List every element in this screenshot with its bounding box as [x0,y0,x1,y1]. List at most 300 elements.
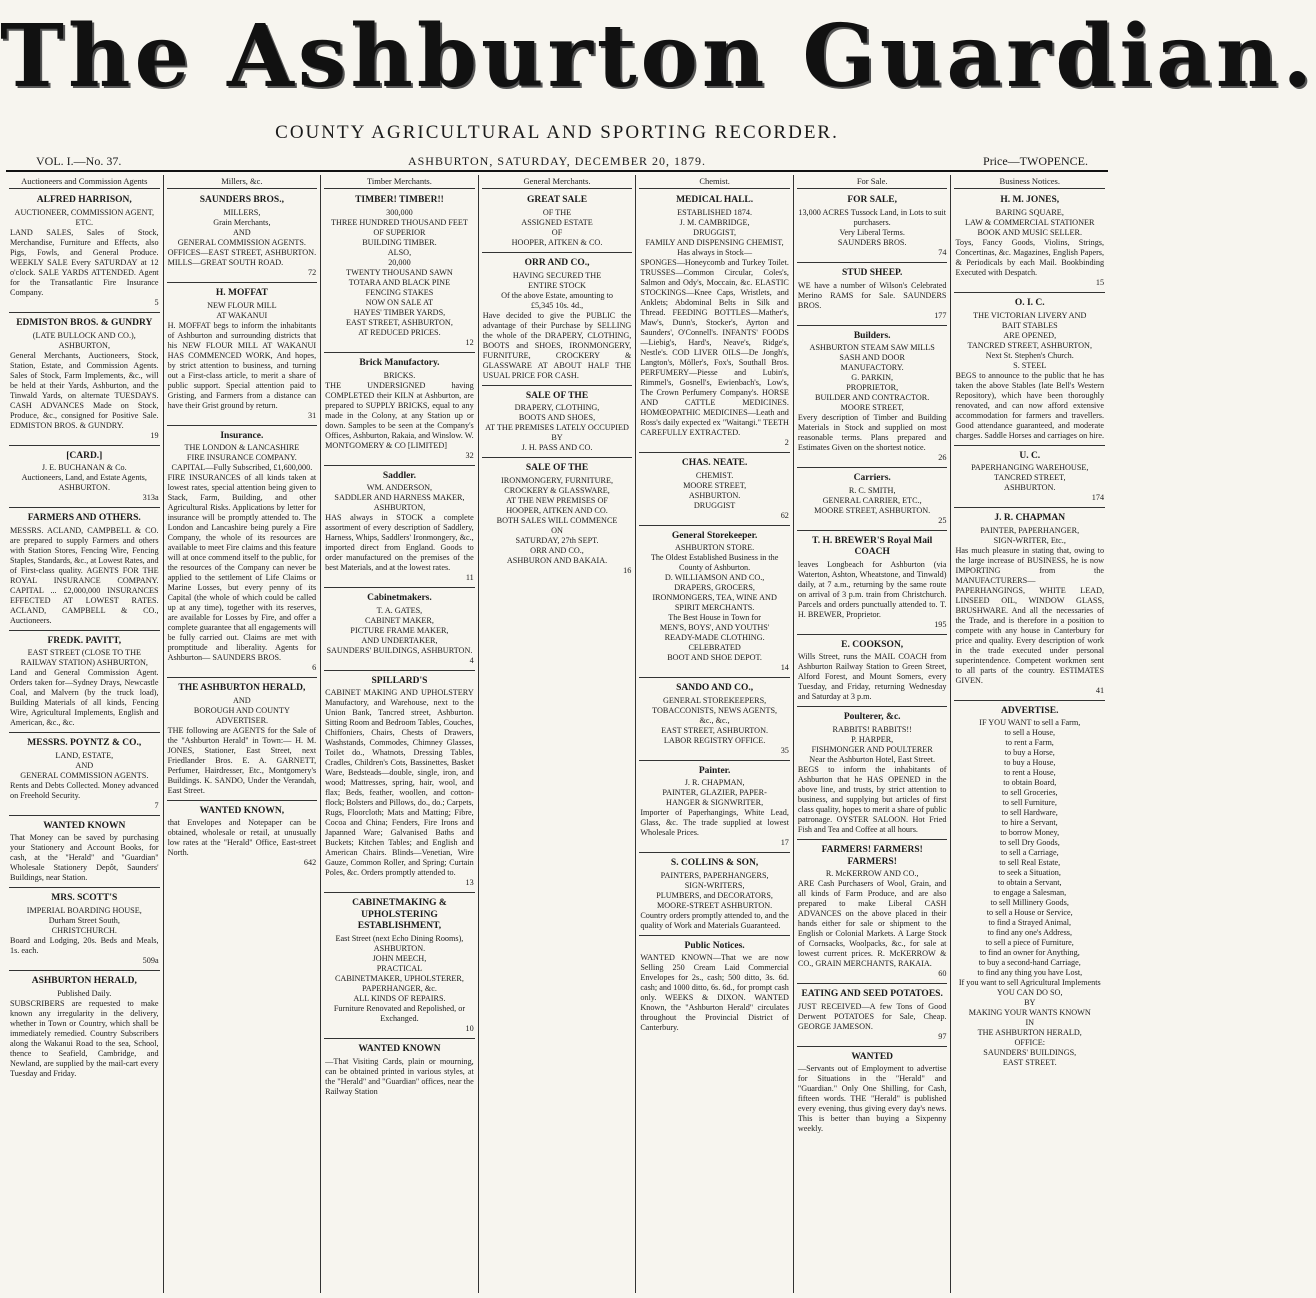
advertisement [482,460,633,580]
advertisement-line: BOTH SALES WILL COMMENCE [496,515,618,525]
advertisement-number: 60 [938,969,947,979]
advertisement-line: ORR AND CO., [530,545,584,555]
advertisement-heading: SALE OF THE [525,390,589,401]
advertisement-number: 5 [154,297,159,307]
advertisement-number: 26 [938,453,947,463]
advertisement-body: ARE Cash Purchasers of Wool, Grain, and all kinds of Farm Produce, and are also prepared to make Liberal CASH ADVANCES on the above placed in their hands either for sale or shipment to the English or Colonial Markets. A Large Stock of Cornsacks, Woolpacks, &c., for sale at lowest current prices. R. McKERROW & CO., GRAIN MERCHANTS, RAKAIA. [797,879,947,969]
advertisement-line: ASSIGNED ESTATE [521,217,593,227]
advertisement-heading: Builders. [853,330,891,341]
advertisement-line: BY [1024,998,1036,1008]
column-heading: Auctioneers and Commission Agents [9,175,160,189]
advertisement-heading: SANDO AND CO., [676,683,754,694]
advertisement-line: OFFICE: [1014,1038,1045,1048]
advertisement [954,703,1105,1073]
column-1 [6,175,164,1293]
advertisement-line: JOHN MEECH, [372,953,427,963]
advertisement-line: THE ASHBURTON HERALD, [977,1028,1082,1038]
advertisement [797,470,948,531]
advertisement-line: EAST STREET. [1002,1058,1057,1068]
advertisement-heading: H. M. JONES, [1000,195,1060,206]
advertisement-line: ASHBURTON. [58,483,111,493]
advertisement [9,818,160,889]
advertisement [482,192,633,253]
advertisement-heading: Cabinetmakers. [367,593,432,604]
advertisement-line: DRUGGIST, [693,227,737,237]
advertisement-line: EAST STREET, ASHBURTON, [346,317,453,327]
advertisement-line: The Oldest Established Business in the County of Ashburton. [650,553,779,573]
advertisement-line: BUILDING TIMBER. [362,237,437,247]
advertisement-line: P. HARPER, [851,734,894,744]
advertisement-line: ASHBURTON, [58,340,111,350]
advertisement-line: FIRE INSURANCE COMPANY. [186,453,297,463]
column-heading: Millers, &c. [167,175,318,189]
advertisement-line: S. STEEL [1013,360,1047,370]
advertisement [482,388,633,459]
advertisement-line: J. E. BUCHANAN & Co. [41,463,127,473]
advertisement-line: to sell Millinery Goods, [990,898,1069,908]
advertisement-body: —That Visiting Cards, plain or mourning, can be obtained printed in various styles, at the "Herald" and "Guardian" offices, near the Railway Station [325,1056,474,1096]
advertisement-body: Has much pleasure in stating that, owing to the large increase of BUSINESS, he is now IMPORTING from the MANUFACTURERS— PAPERHANGINGS, WHITE LEAD, LINSEED OIL, WINDOW GLASS, BRUSHWARE. And all the necessaries of the Trade, and is therefore in a position to compete with any house in Canterbury for price and quality. Every description of work in the trade executed under personal superintendence. Competent workmen sent to all parts of the country. ESTIMATES GIVEN. [955,545,1105,685]
advertisement-line: BOOK AND MUSIC SELLER. [977,227,1083,237]
advertisement [954,192,1105,293]
advertisement [639,455,790,526]
advertisement-number: 32 [465,450,474,460]
advertisement-line: BOROUGH AND COUNTY ADVERTISER. [193,705,290,725]
advertisement-line: OF THE [542,207,572,217]
column-2 [164,175,322,1293]
advertisement-line: RABBITS! RABBITS!! [832,724,912,734]
advertisement-line: THE VICTORIAN LIVERY AND [973,310,1087,320]
advertisement-line: BUILDER AND CONTRACTOR. [815,393,930,403]
advertisement [9,973,160,1083]
advertisement-columns [6,175,1108,1293]
advertisement [797,328,948,469]
advertisement-line: to sell a House or Service, [986,908,1073,918]
advertisement-line: J. M. CAMBRIDGE, [679,217,750,227]
advertisement-line: IMPERIAL BOARDING HOUSE, [26,905,142,915]
advertisement-body: WANTED KNOWN—That we are now Selling 250 Cream Laid Commercial Envelopes for 2s., cash; 500 ditto, 3s. 6d. cash; and 1000 ditto, 6s. 6d., for prompt cash only. WEEKS & DIXON. WANTED Known, the "Ashburton Herald" circulates throughout the Provincial District of Canterbury. [640,953,789,1033]
advertisement-line: TANCRED STREET, [994,473,1066,483]
advertisement-line: MOORE STREET, ASHBURTON. [814,505,931,515]
advertisement-line: to engage a Salesman, [993,888,1067,898]
advertisement-line: G. PARKIN, [851,373,894,383]
advertisement-line: PAPERHANGING WAREHOUSE, [971,463,1089,473]
advertisement [324,192,475,353]
advertisement-line: TOBACCONISTS, NEWS AGENTS, [652,705,778,715]
advertisement-body: H. MOFFAT begs to inform the inhabitants of Ashburton and surrounding districts that his NEW FLOUR MILL AT WAKANUI HAS COMMENCED WORK, And hopes, by strict attention to business, and turning out a First-class article, to merit a share of public support. Special attention paid to Gristing, and Farmers from a distance can have their Grist ground by return. [167,320,317,410]
advertisement-line: CABINET MAKER, [364,615,434,625]
advertisement-line: SPIRIT MERCHANTS. [674,603,755,613]
advertisement-heading: CABINETMAKING & UPHOLSTERING ESTABLISHMENT, [352,898,447,932]
advertisement [797,192,948,263]
advertisement-line: PAINTERS, PAPERHANGERS, [660,870,769,880]
advertisement-line: £5,345 10s. 4d., [530,300,584,310]
advertisement-line: CHRISTCHURCH. [51,925,117,935]
advertisement-line: SIGN-WRITERS, [684,880,745,890]
advertisement-heading: Carriers. [853,473,891,484]
advertisement-line: MOORE-STREET ASHBURTON. [656,900,773,910]
advertisement [9,315,160,446]
advertisement-line: SAUNDERS' BUILDINGS, ASHBURTON. [326,645,473,655]
advertisement [9,633,160,734]
advertisement-line: DRAPERY, CLOTHING, [514,403,600,413]
advertisement-line: HANGER & SIGNWRITER, [666,798,764,808]
advertisement-line: to find any one's Address, [987,928,1072,938]
column-heading: Timber Merchants. [324,175,475,189]
advertisement-line: to seek a Situation, [998,868,1061,878]
advertisement [797,986,948,1047]
advertisement-line: MOORE STREET, [683,480,747,490]
advertisement-line: to sell Hardware, [1001,808,1058,818]
advertisement-body: WE have a number of Wilson's Celebrated Merino RAMS for Sale. SAUNDERS BROS. [797,280,947,310]
advertisement-line: READY-MADE CLOTHING. [664,633,765,643]
advertisement-body: Country orders promptly attended to, and the quality of Work and Materials Guaranteed. [640,910,789,930]
advertisement [797,637,948,708]
advertisement-heading: Brick Manufactory. [359,357,440,368]
advertisement [797,709,948,840]
advertisement-line: ENTIRE STOCK [528,280,586,290]
advertisement-number: 14 [780,663,789,673]
advertisement-heading: H. MOFFAT [215,287,268,298]
advertisement-body: Importer of Paperhangings, White Lead, Glass, &c. The trade supplied at lowest Wholesale Prices. [640,808,789,838]
advertisement-heading: EDMISTON BROS. & GUNDRY [16,317,153,328]
advertisement-line: ASHBURTON. [1004,483,1056,493]
advertisement-heading: STUD SHEEP. [841,267,903,278]
newspaper-subtitle: COUNTY AGRICULTURAL AND SPORTING RECORDER. [275,122,839,143]
advertisement-number: 62 [780,510,789,520]
advertisement-heading: THE ASHBURTON HERALD, [178,683,306,694]
advertisement [167,680,318,801]
advertisement [9,192,160,313]
advertisement-line: DRUGGIST [693,500,736,510]
advertisement-line: WM. ANDERSON, [366,483,433,493]
advertisement-number: 4 [469,655,474,665]
advertisement-line: J. H. PASS AND CO. [521,443,593,453]
advertisement [639,528,790,679]
advertisement-heading: ORR AND CO., [524,257,590,268]
advertisement-body: LAND SALES, Sales of Stock, Merchandise, Furniture and Effects, also Pigs, Fowls, and General Produce. WEEKLY SALE Every SATURDAY at 12 o'clock. SALE YARDS ATTENDED. Agent for the Transatlantic Fire Insurance Company. [10,227,159,297]
advertisement-body: THE following are AGENTS for the Sale of the "Ashburton Herald" in Town:— H. M. JONES, Stationer, East Street, next Friedlander Bros. E. A. GARNETT, Perfumer, Hairdresser, Etc., Montgomery's Buildings. K. SANDO, Under the Verandah, East Street. [167,725,317,795]
dateline-bar [6,152,1108,172]
advertisement-line: MILLERS, [223,207,261,217]
advertisement-line: GENERAL CARRIER, ETC., [822,495,922,505]
masthead [0,0,1316,168]
advertisement [167,285,318,426]
advertisement-line: Durham Street South, [48,915,120,925]
advertisement-body: HAS always in STOCK a complete assortment of every description of Saddlery, Harness, Whips, Saddlers' Ironmongery, &c., imported direct from England. Goods to order manufactured on the premises of the best Materials, and at the lowest rates. [325,513,474,573]
advertisement-line: ALSO, [387,247,412,257]
advertisement-number: 17 [780,838,789,848]
advertisement-line: SAUNDERS BROS. [837,237,907,247]
advertisement [324,673,475,894]
advertisement-line: LABOR REGISTRY OFFICE. [663,735,766,745]
advertisement-line: PROPRIETOR, [846,383,899,393]
advertisement [9,510,160,631]
advertisement-heading: Saddler. [382,470,417,481]
advertisement-heading: FREDK. PAVITT, [47,635,122,646]
advertisement-heading: ASHBURTON HERALD, [31,975,137,986]
advertisement-heading: FOR SALE, [847,195,897,206]
advertisement-body: BEGS to inform the inhabitants of Ashburton that he HAS OPENED in the above line, and trusts, by strict attention to business, and supplying but articles of first class quality, hopes to merit a share of public patronage. OYSTER SALOON. Hot Fried Fish and Tea and Coffee at all hours. [797,764,947,834]
advertisement-line: MAKING YOUR WANTS KNOWN [968,1008,1091,1018]
advertisement-line: to buy a Horse, [1004,748,1055,758]
advertisement-line: 300,000 [386,207,413,217]
advertisement-line: CROCKERY & GLASSWARE, [504,485,610,495]
advertisement [324,1041,475,1101]
advertisement-line: to sell Dry Goods, [999,838,1060,848]
advertisement-line: SAUNDERS' BUILDINGS, [983,1048,1077,1058]
advertisement-body: Have decided to give the PUBLIC the advantage of their Purchase by SELLING the whole of the DRAPERY, CLOTHING, BOOTS and SHOES, IRONMONGERY, FURNITURE, CROCKERY & GLASSWARE AT ABOUT HALF THE USUAL PRICE FOR CASH. [482,310,632,380]
advertisement-line: MEN'S, BOYS', AND YOUTHS' [659,623,770,633]
advertisement-line: If you want to sell Agricultural Implements [958,978,1101,988]
advertisement [482,255,633,386]
advertisement-number: 195 [934,619,947,629]
advertisement-line: Very Liberal Terms. [839,227,905,237]
advertisement-line: ARE OPENED, [1003,330,1057,340]
advertisement-line: to obtain a Servant, [997,878,1062,888]
advertisement [954,510,1105,701]
advertisement-line: Of the above Estate, amounting to [501,290,613,300]
advertisement-heading: TIMBER! TIMBER!! [355,195,444,206]
advertisement-line: J. R. CHAPMAN, [684,778,745,788]
advertisement-line: to borrow Money, [1000,828,1060,838]
advertisement-heading: FARMERS AND OTHERS. [27,513,141,524]
advertisement [639,680,790,761]
advertisement-line: to sell Groceries, [1001,788,1058,798]
advertisement-line: AT THE NEW PREMISES OF [506,495,608,505]
advertisement-line: T. A. GATES, [376,605,423,615]
advertisement-body: Board and Lodging, 20s. Beds and Meals, 1s. each. [10,935,159,955]
advertisement-line: BOOT AND SHOE DEPOT. [667,653,762,663]
advertisement-body: SUBSCRIBERS are requested to make known any irregularity in the delivery, whether in Town or Country, which shall be immediately remedied. Country Subscribers along the Wakanui Road to the sea, School, thence to Seafield, Cambridge, and Newland, are supplied by the mail-cart every Tuesday and Friday. [10,998,159,1078]
advertisement-number: 41 [1095,685,1105,695]
advertisement-line: to find any thing you have Lost, [977,968,1083,978]
advertisement-line: AND [75,760,94,770]
advertisement-heading: S. COLLINS & SON, [670,858,759,869]
advertisement [954,448,1105,509]
column-heading: Business Notices. [954,175,1105,189]
advertisement [167,192,318,283]
advertisement-number: 7 [154,800,159,810]
advertisement-number: 31 [307,410,317,420]
advertisement-line: to find a Strayed Animal, [988,918,1072,928]
advertisement [324,895,475,1039]
advertisement [9,735,160,816]
advertisement-heading: GREAT SALE [526,195,588,206]
advertisement-heading: WANTED KNOWN, [199,805,285,816]
advertisement-line: to hire a Servant, [1001,818,1058,828]
advertisement-number: 97 [938,1031,947,1041]
advertisement-line: TOTARA AND BLACK PINE [348,277,451,287]
advertisement-body: —Servants out of Employment to advertise for Situations in the "Herald" and "Guardian." Only One Shilling, for Cash, fifteen words. THE "Herald" is published every evening, thus giving every day's news. This is better than buying a Sixpenny weekly. [797,1064,947,1134]
advertisement-line: TANCRED STREET, ASHBURTON, [967,340,1093,350]
advertisement-line: Next St. Stephen's Church. [985,350,1074,360]
advertisement-line: BARING SQUARE, [995,207,1064,217]
column-heading: For Sale. [797,175,948,189]
advertisement-line: D. WILLIAMSON AND CO., [664,573,765,583]
advertisement-line: ASHBURTON STORE. [674,543,755,553]
advertisement-body: CABINET MAKING AND UPHOLSTERY Manufactory, and Warehouse, next to the Union Bank, Tancred street, Ashburton. Sitting Room and Bedroom Tables, Couches, Chiffoniers, Chairs, Chests of Drawers, Washstands, Commodes, Chimney Glasses, Toilet do., Whatnots, Dressing Tables, Cradles, Children's Cots, Bassinettes, Basket Ware, Bedsteads—double, single, iron, and wood; Mattresses, spring, hair, wool, and flax; Beds, feather, woollen, and cotton-flock; Bolsters and Pillows, do., do.; Carpets, Rugs, Floorcloth; Mats and Matting; Fibre, Cocoa and China; Fenders, Fire Irons and Japanned Ware; Galvanised Baths and Buckets; Kitchen Tables; and English and American Chairs. Blinds—Venetian, Wire Gauze, Common Roller, and Spring; Curtain Poles, &c. Orders promptly attended to. [325,688,474,878]
advertisement-body: SPONGES—Honeycomb and Turkey Toilet. TRUSSES—Common Circular, Coles's, Salmon and Ody's, Moccain, &c. ELASTIC STOCKINGS—Knee Caps, Wristlets, and Anklets; Abdominal Belts in Silk and Thread. FEEDING BOTTLES—Mather's, Maw's, Dunn's, Stocker's, Ayrton and Saunders', O'Connell's. INFANTS' FOODS—Liebig's, Hard's, Neave's, Ridge's, Nestle's. COD LIVER OILS—De Jongh's, Langton's, Möller's, Fox's, Southall Bros. PERFUMERY—Piesse and Lubin's, Rimmel's, Gosnell's, Ewienbach's, Low's, The Crown Perfumery Company's. HORSE AND CATTLE MEDICINES. HOMŒOPATHIC MEDICINES—Leath and Ross's daily expected ex "Waitangi." TEETH CAREFULLY EXTRACTED. [640,257,789,437]
advertisement-line: AUCTIONEER, COMMISSION AGENT, ETC. [14,207,155,227]
advertisement-line: EAST STREET, ASHBURTON. [661,725,769,735]
advertisement [9,448,160,509]
advertisement-body: leaves Longbeach for Ashburton (via Waterton, Ashton, Wheatstone, and Tinwald) daily, at 7 a.m., returning by the same route on arrival of 3 p.m. train from Christchurch. Parcels and orders punctually attended to. T. H. BREWER, Proprietor. [797,559,947,619]
advertisement-line: &c., &c., [699,715,730,725]
advertisement-heading: SALE OF THE [525,463,589,474]
advertisement-heading: FARMERS! FARMERS! FARMERS! [821,844,923,867]
advertisement-line: ASHBURON AND BAKAIA. [506,555,608,565]
advertisement [324,590,475,671]
advertisement-body: OFFICES—EAST STREET, ASHBURTON. MILLS—GREAT SOUTH ROAD. [167,247,317,267]
advertisement-heading: J. R. CHAPMAN [994,513,1066,524]
advertisement [797,842,948,984]
advertisement-line: TWENTY THOUSAND SAWN [346,267,453,277]
advertisement-line: AT THE PREMISES LATELY OCCUPIED BY [485,423,629,443]
advertisement-number: 11 [465,573,474,583]
advertisement [797,1049,948,1139]
advertisement-line: to buy a second-hand Carriage, [978,958,1081,968]
advertisement-line: ALL KINDS OF REPAIRS. [353,993,446,1003]
advertisement-line: IRONMONGERY, FURNITURE, [501,475,614,485]
advertisement-line: BAIT STABLES [1001,320,1058,330]
advertisement-heading: E. COOKSON, [841,639,904,650]
advertisement-line: to sell a piece of Furniture, [985,938,1074,948]
advertisement-line: PICTURE FRAME MAKER, [350,625,449,635]
advertisement-line: EAST STREET (CLOSE TO THE RAILWAY STATION) ASHBURTON, [20,648,148,668]
advertisement-line: ASHBURTON, [373,503,426,513]
advertisement-line: GENERAL COMMISSION AGENTS. [20,770,149,780]
advertisement-line: THE LONDON & LANCASHIRE [184,443,300,453]
advertisement-line: AND UNDERTAKER, [361,635,438,645]
advertisement-line: PLUMBERS, and DECORATORS, [656,890,773,900]
advertisement [797,265,948,326]
advertisement-line: CELEBRATED [688,643,741,653]
advertisement [167,803,318,873]
advertisement-line: Auctioneers, Land, and Estate Agents, [21,473,147,483]
advertisement [639,192,790,453]
advertisement-line: LAND, ESTATE, [55,750,114,760]
advertisement-line: to obtain Board, [1003,778,1057,788]
advertisement-number: 74 [938,247,947,257]
advertisement-line: CAPITAL—Fully Subscribed, £1,600,000. [171,463,313,473]
advertisement-body: Land and General Commission Agent. Orders taken for—Sydney Drays, Newcastle Coal, and Malvern (by the truck load), Building Materials of all kinds, Fencing Wire, Agricultural Implements, English and American, &c., &c. [10,668,159,728]
advertisement-body: THE UNDERSIGNED having COMPLETED their KILN at Ashburton, are prepared to SUPPLY BRICKS, equal to any made in the Colony, at any Station up or down. Samples to be seen at the Company's Offices, Ashburton, Rakaia, and Winslow. W. MONTGOMERY & CO [LIMITED] [325,380,474,450]
advertisement-line: AT REDUCED PRICES. [358,327,441,337]
advertisement-line: Has always in Stock— [677,247,753,257]
advertisement-line: GENERAL STOREKEEPERS, [662,695,767,705]
advertisement-heading: Public Notices. [684,940,745,951]
advertisement-line: to find an owner for Anything, [979,948,1080,958]
advertisement-line: 20,000 [388,257,411,267]
column-3 [321,175,479,1293]
advertisement-heading: SAUNDERS BROS., [199,195,284,206]
advertisement-heading: MRS. SCOTT'S [51,893,118,904]
advertisement-heading: General Storekeeper. [671,530,758,541]
advertisement-number: 12 [465,337,474,347]
advertisement-line: PAINTER, PAPERHANGER, [980,525,1080,535]
advertisement-number: 2 [784,437,789,447]
advertisement-line: OF [551,227,563,237]
advertisement-body: JUST RECEIVED—A few Tons of Good Derwent POTATOES for Sale, Cheap. GEORGE JAMESON. [797,1001,947,1031]
advertisement-heading: U. C. [1019,450,1041,461]
advertisement-line: (LATE BULLOCK AND CO.), [32,330,136,340]
advertisement [639,938,790,1038]
advertisement [797,533,948,635]
advertisement-line: to rent a House, [1003,768,1056,778]
advertisement-line: to rent a Farm, [1005,738,1054,748]
advertisement-number: 10 [465,1023,474,1033]
advertisement-line: PAINTER, GLAZIER, PAPER- [662,788,767,798]
advertisement-line: SASH AND DOOR [839,353,905,363]
advertisement-body: Every description of Timber and Building Materials in Stock and supplied on most reasonable terms. Plans prepared and Estimates Given on the shortest notice. [797,413,947,453]
issue-date: ASHBURTON, SATURDAY, DECEMBER 20, 1879. [407,154,707,168]
advertisement-line: IF YOU WANT to sell a Farm, [979,718,1081,728]
advertisement-line: HAYES' TIMBER YARDS, [353,307,446,317]
advertisement-line: Furniture Renovated and Repolished, or Exchanged. [333,1003,466,1023]
advertisement-line: FISHMONGER AND POULTERER [811,744,933,754]
advertisement-line: LAW & COMMERCIAL STATIONER [965,217,1095,227]
advertisement-line: The Best House in Town for [668,613,761,623]
advertisement-line: ESTABLISHED 1874. [677,207,753,217]
column-5 [636,175,794,1293]
advertisement-line: Published Daily. [57,988,112,998]
advertisement-line: CABINETMAKER, UPHOLSTERER, [334,973,464,983]
advertisement-line: MANUFACTORY. [840,363,904,373]
advertisement [324,468,475,589]
advertisement [639,763,790,854]
advertisement-line: DRAPERS, GROCERS, [674,583,755,593]
advertisement-number: 19 [150,430,159,440]
advertisement-body: That Money can be saved by purchasing your Stationery and Account Books, for cash, at the "Herald" and "Guardian" Wholesale Stationery Depôt, Saunders' Buildings, near Station. [10,833,159,883]
advertisement-line: to sell Real Estate, [999,858,1061,868]
advertisement-body: FIRE INSURANCES of all kinds taken at lowest rates, special attention being given to Stack, Farm, Building, and other Agricultural Risks. Applications by letter for insurance will be promptly attended to. The London and Lancashire being purely a Fire Company, the whole of its resources are available to meet Fire claims and this feature will at once commend itself to the public, for the resources of the Company can never be applied to the settlement of Life Claims or Marine Losses, but every penny of its Capital (the whole of which could be called up at any time), together with its reserves, are available for Losses by Fire, and offer a complete guarantee that all engagements will be fully carried out. Claims are met with promptitude and liberality. Agents for Ashburton— SAUNDERS BROS. [167,473,317,663]
advertisement-line: to sell a Carriage, [1000,848,1059,858]
advertisement-heading: Painter. [698,765,731,776]
advertisement-heading: MEDICAL HALL. [676,195,754,206]
issue-price: Price—TWOPENCE. [983,154,1088,168]
advertisement-body: MESSRS. ACLAND, CAMPBELL & CO. are prepared to supply Farmers and others with Station Stores, Fencing Wire, Fencing Staples, Standards, &c., at Lowest Rates, and of First-class quality. AGENTS FOR THE ROYAL INSURANCE COMPANY. CAPITAL ... £2,000,000 INSURANCES EFFECTED AT LOWEST RATES. ACLAND, CAMPBELL & CO., Auctioneers. [10,525,159,625]
advertisement-number: 177 [934,310,947,320]
advertisement-line: Near the Ashburton Hotel, East Street. [809,754,936,764]
advertisement [324,355,475,466]
advertisement-heading: SPILLARD'S [371,675,428,686]
advertisement-line: OF SUPERIOR [373,227,426,237]
column-heading: Chemist. [639,175,790,189]
advertisement-line: ASHBURTON STEAM SAW MILLS [809,343,935,353]
advertisement-line: IN [1025,1018,1035,1028]
advertisement-number: 25 [938,515,947,525]
advertisement-line: FENCING STAKES [365,287,434,297]
advertisement-number: 35 [780,745,789,755]
advertisement-number: 6 [312,663,317,673]
advertisement [639,855,790,936]
advertisement-number: 509a [142,955,159,965]
advertisement-heading: Insurance. [220,430,264,441]
advertisement-line: MOORE STREET, [840,403,904,413]
advertisement-line: Grain Merchants, [213,217,271,227]
advertisement-line: SIGN-WRITER, Etc., [993,535,1066,545]
advertisement-line: HOOPER, AITKEN & CO. [511,237,603,247]
advertisement-number: 642 [303,858,317,868]
advertisement-number: 15 [1095,277,1105,287]
advertisement-line: NOW ON SALE AT [365,297,434,307]
advertisement-line: to sell Furniture, [1002,798,1057,808]
advertisement-body: Toys, Fancy Goods, Violins, Strings, Concertinas, &c. Magazines, English Papers, & Periodicals by each Mail. Bookbinding Executed with Despatch. [955,237,1105,277]
newspaper-title: The Ashburton Guardian. [0,6,1316,107]
advertisement-line: 13,000 ACRES Tussock Land, in Lots to suit purchasers. [798,207,946,227]
advertisement-number: 13 [465,878,474,888]
